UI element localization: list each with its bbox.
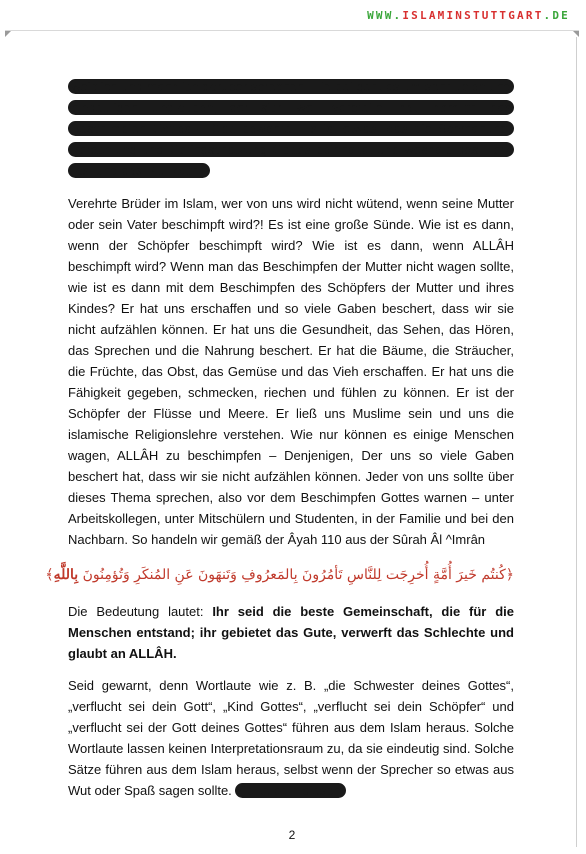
meaning-intro: Die Bedeutung lautet:	[68, 604, 213, 619]
page-edge-line	[576, 37, 577, 847]
meaning-translation: Ihr seid die beste Gemeinschaft, die für die Menschen entstand; ihr gebietet das Gute, verwerft das Schlechte und glaubt an ALLÂH.	[68, 604, 514, 661]
url-highlight: ISLAMINSTUTTGART	[402, 9, 544, 22]
arabic-open-bracket: ﴿	[505, 567, 514, 583]
page-number: 2	[288, 828, 296, 842]
arabic-verse	[45, 561, 514, 589]
page-content	[45, 76, 514, 812]
paragraph-3-redacted-tail: Sollte er in diesem	[237, 783, 345, 798]
url-prefix: WWW.	[367, 9, 403, 22]
site-header	[0, 0, 586, 30]
url-suffix: .DE	[543, 9, 570, 22]
page-corner-marker-left	[5, 31, 11, 37]
meaning-paragraph	[68, 601, 514, 664]
paragraph-3-text: Seid gewarnt, denn Wortlaute wie z. B. „die Schwester deines Gottes“, „verflucht sei dein Gott“, „Kind Gottes“, „verflucht sei dein Schöpfer“ und „verflucht sei der Gott deines Gottes“ führen aus dem Islam heraus. Solche Wortlaute lassen keinen Interpretationsraum zu, da sie eindeutig sind. Solche Sätze führen aus dem Islam heraus, selbst wenn der Sprecher so etwas aus Wut oder Spaß sagen sollte.	[68, 678, 514, 798]
document-page	[5, 30, 579, 854]
redacted-paragraph	[68, 76, 514, 181]
arabic-allah: بِاللَّهِ	[53, 567, 79, 583]
paragraph-3	[68, 675, 514, 801]
redacted-text: weiblich und männlich darüber sprechen. Hierbei geht es um sehr üblen und eindeutigen Unglauben, der sich weit verbreitet hat, nämlich das Beschimpfen Gottes – Gott bewahre! Es ist etwas, das die Schmähung, Verachtung und Geringschätzung Gottes beinhaltet und weshalb das Herz rast und das Blut kocht.	[68, 79, 514, 178]
site-url[interactable]	[367, 9, 570, 22]
paragraph-1: Verehrte Brüder im Islam, wer von uns wird nicht wütend, wenn seine Mutter oder sein Vater beschimpft wird?! Es ist eine große Sünde. Wie ist es dann, wenn der Schöpfer beschimpft wird? Wie ist es dann, wenn ALLÂH beschimpft wird? Wenn man das Beschimpfen der Mutter nicht wagen sollte, wie ist es dann mit dem Beschimpfen des Schöpfers der Mutter und ihres Kindes? Er hat uns erschaffen und so viele Gaben beschert, dass wir sie nicht aufzählen können. Er hat uns die Gesundheit, das Sehen, das Hören, das Sprechen und die Nahrung beschert. Er hat die Bäume, die Sträucher, die Früchte, das Obst, das Gemüse und das Vieh erschaffen. Er hat uns die Fähigkeit gegeben, schmecken, riechen und fühlen zu können. Er ist der Schöpfer der Flüsse und Meere. Er ließ uns Muslime sein und uns die islamische Religionslehre verstehen. Wie nur können es einige Menschen wagen, ALLÂH zu beschimpfen – Denjenigen, Der uns so viele Gaben beschert hat, dass wir sie nicht aufzählen können. Jeder von uns sollte über dieses Thema sprechen, also vor dem Beschimpfen Gottes warnen – unter Arbeitskollegen, unter Mitschülern und Studenten, in der Familie und bei den Nachbarn. So handeln wir gemäß der Âyah 110 aus der Sûrah Âl ^Imrân	[68, 196, 514, 547]
arabic-close-bracket: ﴾	[45, 567, 54, 583]
arabic-verse-text: كُنتُم خَيرَ أُمَّةٍ أُخرِجَت لِلنَّاسِ تَأمُرُونَ بِالمَعرُوفِ وَتَنهَونَ عَنِ المُنكَرِ وَتُؤمِنُونَ	[82, 567, 506, 583]
